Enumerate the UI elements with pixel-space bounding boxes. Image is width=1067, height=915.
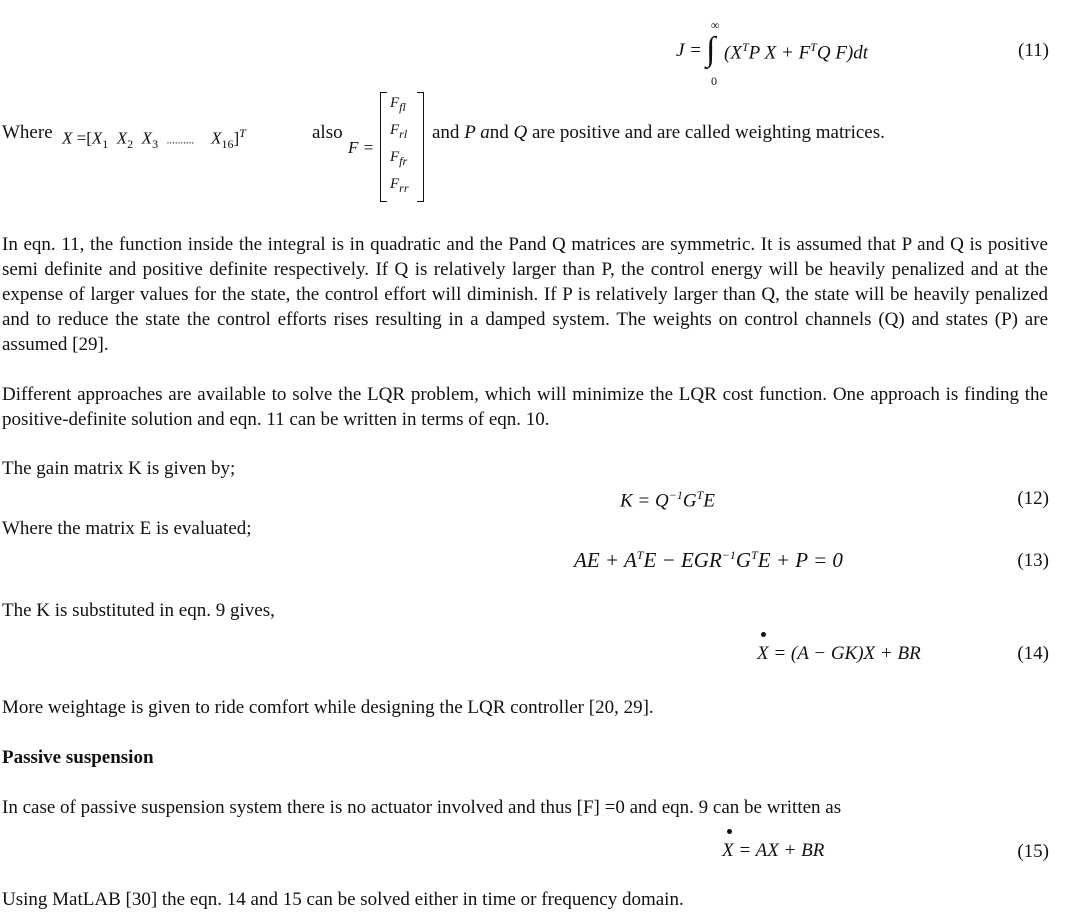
time-derivative-dot	[761, 632, 766, 637]
eq12-expression: $K = Q^{-1}G^TE$	[620, 488, 715, 512]
where-label: Where	[2, 122, 53, 143]
f-matrix	[380, 92, 424, 202]
eq11-upper-limit: ∞	[711, 18, 720, 32]
matrix-entry: $F_{rr}$	[390, 176, 409, 195]
weightage-text: More weightage is given to ride comfort while designing the LQR controller [20, 29].	[2, 697, 654, 718]
paragraph-quadratic: In eqn. 11, the function inside the integral is in quadratic and the Pand Q matrices are symmetric. It is assumed that P and Q is positive semi definite and positive definite respectively. If Q is relatively larger than P, the control energy will be heavily penalized and at the expense of larger values for the state, the control effort will diminish. If P is relatively larger than Q, the state will be heavily penalized and to reduce the state the control efforts rises resulting in a damped system. The weights on control channels (Q) and states (P) are assumed [29].	[2, 234, 1048, 355]
eq11-lhs: J =	[676, 40, 703, 61]
where-tail: and P and Q are positive and are called weighting matrices.	[432, 122, 885, 143]
eq14-number: (14)	[1017, 643, 1049, 664]
matrix-entry: $F_{fr}$	[390, 149, 408, 168]
section-heading: Passive suspension	[2, 747, 154, 768]
time-derivative-dot	[727, 829, 732, 834]
final-text: Using MatLAB [30] the eqn. 14 and 15 can be solved either in time or frequency domain.	[2, 889, 684, 910]
eq11-lower-limit: 0	[711, 74, 717, 88]
x-definition: $X =[X_1$ $X_2$ $X_3$ .......... $X_{16}]^T$	[62, 126, 246, 152]
matrix-entry: $F_{rl}$	[390, 122, 408, 141]
matrix-left-bracket	[380, 92, 387, 202]
eq13-expression: AE + $A^TE - EGR^{-1}G^TE + P = 0$	[574, 548, 843, 572]
eq11-number: (11)	[1018, 40, 1049, 61]
eq11-body: ($X^TP$ $X + F^TQ$ F)dt	[724, 40, 869, 64]
also-label: also	[312, 122, 343, 143]
f-equals: F =	[348, 138, 375, 157]
eq12-number: (12)	[1017, 488, 1049, 509]
eq15-number: (15)	[1017, 841, 1049, 862]
gain-matrix-text: The gain matrix K is given by;	[2, 458, 236, 479]
where-e-text: Where the matrix E is evaluated;	[2, 518, 252, 539]
matrix-entry: $F_{fl}$	[390, 95, 406, 114]
passive-text: In case of passive suspension system there is no actuator involved and thus [F] =0 and eqn. 9 can be written as	[2, 797, 842, 818]
integral-sign: ∫	[706, 31, 716, 68]
k-substituted-text: The K is substituted in eqn. 9 gives,	[2, 600, 275, 621]
matrix-right-bracket	[417, 92, 424, 202]
eq15-expression: X = AX + BR	[722, 840, 825, 861]
eq13-number: (13)	[1017, 550, 1049, 571]
paragraph-approaches: Different approaches are available to solve the LQR problem, which will minimize the LQR cost function. One approach is finding the positive-definite solution and eqn. 11 can be written in terms of eqn. 10.	[2, 384, 1048, 430]
eq14-expression: X = (A − GK)X + BR	[757, 643, 921, 664]
